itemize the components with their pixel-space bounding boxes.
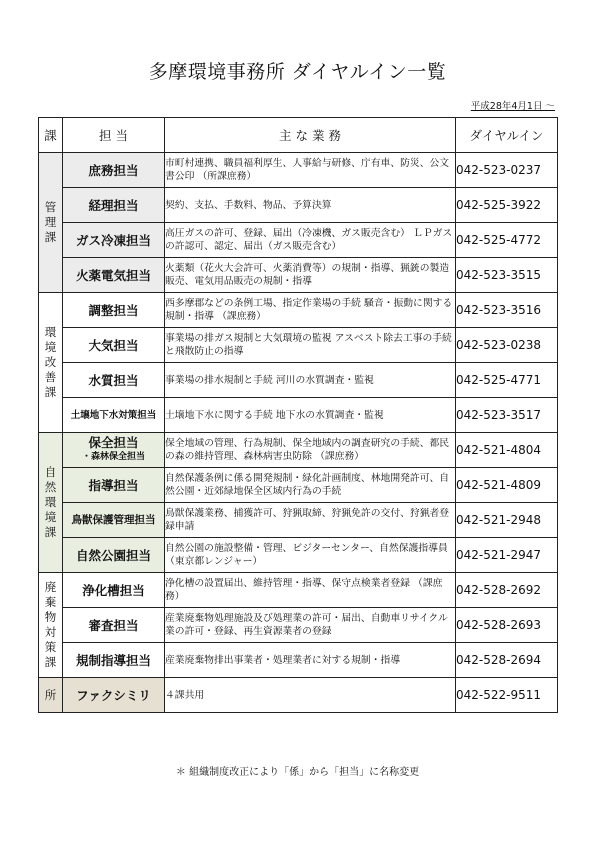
phone-cell: 042-523-3517 bbox=[456, 398, 558, 433]
tanto-cell: 鳥獣保護管理担当 bbox=[63, 503, 165, 538]
duty-cell: 鳥獣保護業務、捕獲許可、狩猟取締、狩猟免許の交付、狩猟者登録申請 bbox=[165, 503, 456, 538]
table-row bbox=[39, 503, 558, 538]
table-row bbox=[39, 468, 558, 503]
fax-duties: ４課共用 bbox=[165, 678, 456, 713]
table-row bbox=[39, 643, 558, 678]
duty-cell: 事業場の排ガス規制と大気環境の監視 アスベスト除去工事の手続と飛散防止の指導 bbox=[165, 328, 456, 363]
tanto-cell: 自然公園担当 bbox=[63, 538, 165, 573]
table-row bbox=[39, 293, 558, 328]
fax-phone: 042-522-9511 bbox=[456, 678, 558, 713]
section-haikibutsu: 廃棄物対策課 bbox=[39, 573, 63, 678]
phone-cell: 042-528-2693 bbox=[456, 608, 558, 643]
phone-cell: 042-525-3922 bbox=[456, 188, 558, 223]
duty-cell: 契約、支払、手数料、物品、予算決算 bbox=[165, 188, 456, 223]
tanto-sub: ・森林保全担当 bbox=[81, 452, 145, 462]
table-row bbox=[39, 258, 558, 293]
duty-cell: 高圧ガスの許可、登録、届出（冷凍機、ガス販売含む） ＬＰガスの許認可、認定、届出（ガス販売含む） bbox=[165, 223, 456, 258]
header-section: 課 bbox=[39, 118, 63, 153]
tanto-cell: 火薬電気担当 bbox=[63, 258, 165, 293]
phone-cell: 042-528-2692 bbox=[456, 573, 558, 608]
table-row bbox=[39, 538, 558, 573]
table-row bbox=[39, 153, 558, 188]
table-row bbox=[39, 223, 558, 258]
table-row bbox=[39, 573, 558, 608]
header-phone: ダイヤルイン bbox=[456, 118, 558, 153]
duty-cell: 西多摩郡などの条例工場、指定作業場の手続 騒音・振動に関する規制・指導 （課庶務） bbox=[165, 293, 456, 328]
phone-cell: 042-521-2947 bbox=[456, 538, 558, 573]
phone-cell: 042-523-0237 bbox=[456, 153, 558, 188]
phone-cell: 042-523-3516 bbox=[456, 293, 558, 328]
header-duties: 主 な 業 務 bbox=[165, 118, 456, 153]
phone-cell: 042-521-4809 bbox=[456, 468, 558, 503]
duty-cell: 保全地域の管理、行為規制、保全地域内の調査研究の手続、都民の森の維持管理、森林病害虫防除 （課庶務） bbox=[165, 433, 456, 468]
section-kankyo-kaizen: 環境改善課 bbox=[39, 293, 63, 433]
tanto-cell: 大気担当 bbox=[63, 328, 165, 363]
tanto-main: 保全担当 bbox=[88, 435, 139, 450]
phone-cell: 042-525-4772 bbox=[456, 223, 558, 258]
table-row bbox=[39, 608, 558, 643]
phone-cell: 042-528-2694 bbox=[456, 643, 558, 678]
table-row bbox=[39, 398, 558, 433]
page-title: 多摩環境事務所 ダイヤルイン一覧 bbox=[148, 61, 447, 83]
tanto-cell: 庶務担当 bbox=[63, 153, 165, 188]
table-row bbox=[39, 363, 558, 398]
phone-cell: 042-521-2948 bbox=[456, 503, 558, 538]
tanto-cell: 指導担当 bbox=[63, 468, 165, 503]
tanto-cell: 浄化槽担当 bbox=[63, 573, 165, 608]
tanto-cell bbox=[63, 433, 165, 468]
table-row bbox=[39, 433, 558, 468]
phone-cell: 042-523-0238 bbox=[456, 328, 558, 363]
duty-cell: 産業廃棄物処理施設及び処理業の許可・届出、自動車リサイクル業の許可・登録、再生資源業者の登録 bbox=[165, 608, 456, 643]
duty-cell: 自然公園の施設整備・管理、ビジターセンター、自然保護指導員（東京都レンジャー） bbox=[165, 538, 456, 573]
tanto-cell: 土壌地下水対策担当 bbox=[63, 398, 165, 433]
duty-cell: 浄化槽の設置届出、維持管理・指導、保守点検業者登録 （課庶務） bbox=[165, 573, 456, 608]
tanto-cell: 経理担当 bbox=[63, 188, 165, 223]
tanto-cell: 審査担当 bbox=[63, 608, 165, 643]
section-kanri: 管理課 bbox=[39, 153, 63, 293]
tanto-cell: 水質担当 bbox=[63, 363, 165, 398]
fax-label: ファクシミリ bbox=[63, 678, 165, 713]
tanto-cell: ガス冷凍担当 bbox=[63, 223, 165, 258]
duty-cell: 火薬類（花火大会許可、火薬消費等）の規制・指導、猟銃の製造販売、電気用品販売の規制・指導 bbox=[165, 258, 456, 293]
duty-cell: 産業廃棄物排出事業者・処理業者に対する規制・指導 bbox=[165, 643, 456, 678]
duty-cell: 市町村連携、職員福利厚生、人事給与研修、庁有車、防災、公文書公印 （所課庶務） bbox=[165, 153, 456, 188]
phone-cell: 042-523-3515 bbox=[456, 258, 558, 293]
duty-cell: 事業場の排水規制と手続 河川の水質調査・監視 bbox=[165, 363, 456, 398]
fax-row bbox=[39, 678, 558, 713]
duty-cell: 自然保護条例に係る開発規制・緑化計画制度、林地開発許可、自然公園・近郊緑地保全区域内行為の手続 bbox=[165, 468, 456, 503]
phone-cell: 042-521-4804 bbox=[456, 433, 558, 468]
table-row bbox=[39, 328, 558, 363]
dial-in-table bbox=[38, 117, 558, 713]
table-row bbox=[39, 188, 558, 223]
tanto-cell: 調整担当 bbox=[63, 293, 165, 328]
phone-cell: 042-525-4771 bbox=[456, 363, 558, 398]
header-tanto: 担 当 bbox=[63, 118, 165, 153]
footnote: ＊ 組織制度改正により「係」から「担当」に名称変更 bbox=[175, 767, 420, 778]
tanto-cell: 規制指導担当 bbox=[63, 643, 165, 678]
table-header-row bbox=[39, 118, 558, 153]
duty-cell: 土壌地下水に関する手続 地下水の水質調査・監視 bbox=[165, 398, 456, 433]
effective-date: 平成28年4月1日 ～ bbox=[470, 101, 555, 112]
section-shizen-kankyo: 自然環境課 bbox=[39, 433, 63, 573]
fax-section: 所 bbox=[39, 678, 63, 713]
